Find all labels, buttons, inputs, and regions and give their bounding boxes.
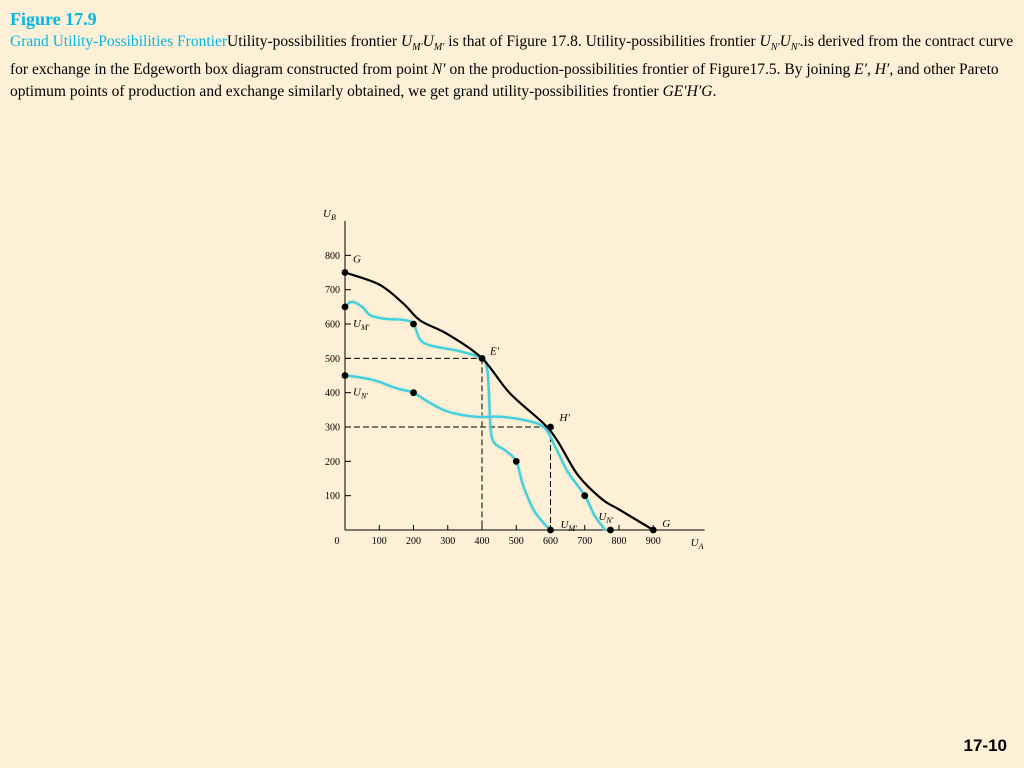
y-tick-label: 600 [325,319,340,331]
data-point [342,303,349,310]
frontier-curve-un-texture [345,376,605,531]
x-tick-label: 200 [406,536,421,547]
data-point [513,458,520,465]
y-tick-label: 300 [325,422,340,434]
caption-um-1-sub: M′ [412,42,423,54]
point-label: $U_{N'}$ [598,511,614,525]
x-tick-label: 0 [334,536,340,547]
point-label: H′ [559,412,570,425]
y-tick-label: 400 [325,388,340,400]
data-point [547,527,554,534]
frontier-curve-um [345,302,551,530]
y-tick-label: 500 [325,353,340,365]
caption-text-4: on the production-possibilities frontier of Figure17.5. By joining [445,61,855,79]
grand-frontier-curve [345,273,653,531]
caption-n-prime: N′ [431,61,446,79]
x-tick-label: 800 [611,536,627,547]
caption-un-2: U [779,33,791,50]
point-label: E′ [490,345,500,358]
caption-text-3: .is derived from the contract curve for exchange in the Edgeworth box diagram constructed from point [10,33,1014,79]
data-point [547,424,554,431]
x-tick-label: 900 [645,536,661,547]
caption-um-1: U [400,33,413,50]
slide-header [10,8,1014,103]
caption-text-1: Utility-possibilities frontier [227,33,401,50]
data-point [342,372,349,379]
point-label: G [662,518,671,530]
data-point [607,527,614,534]
y-axis-label: $U_B$ [323,210,336,223]
x-axis-label: $U_A$ [690,537,704,551]
point-label: $U_{M'}$ [353,317,370,332]
x-tick-label: 400 [474,536,490,547]
data-point [581,492,588,499]
y-tick-label: 800 [325,250,340,262]
data-point [342,269,349,276]
caption-e-prime: E′ [854,61,867,79]
frontier-curve-um-texture [345,302,551,530]
caption-text-7: . [712,83,717,101]
figure-title: Figure 17.9 [10,9,97,29]
point-label: G [353,253,361,266]
caption-text-5: , [866,61,875,79]
caption-h-prime: H′ [874,61,890,79]
caption-um-2: U [422,33,434,50]
caption-text-2: is that of Figure 17.8. Utility-possibilities frontier [444,33,760,50]
data-point [410,321,417,328]
data-point [650,527,657,534]
x-tick-label: 700 [577,536,593,547]
caption-un-1: U [759,33,771,50]
x-tick-label: 600 [543,536,558,547]
caption-un-2-sub: N′ [790,42,800,54]
figure-subtitle: Grand Utility-Possibilities Frontier [10,33,227,50]
point-label: $U_{M'}$ [560,519,577,533]
data-point [410,389,417,396]
caption-text-6: , and other Pareto optimum points of production and exchange similarly obtained, we get grand utility-possibilities frontier [10,61,999,101]
x-tick-label: 100 [371,536,387,547]
point-label: $U_{N'}$ [353,386,369,401]
y-tick-label: 200 [325,456,340,468]
data-point [479,355,486,362]
x-tick-label: 300 [440,536,456,547]
x-tick-label: 500 [508,536,524,547]
figure-caption [10,31,1014,103]
caption-un-1-sub: N′ [770,42,780,54]
frontier-curve-un [345,376,605,531]
utility-possibilities-chart [310,210,730,555]
caption-gehg: GE′H′G [662,83,713,101]
page-number: 17-10 [963,736,1007,755]
caption-um-2-sub: M′ [433,42,445,54]
y-tick-label: 700 [325,285,340,297]
y-tick-label: 100 [325,491,340,503]
